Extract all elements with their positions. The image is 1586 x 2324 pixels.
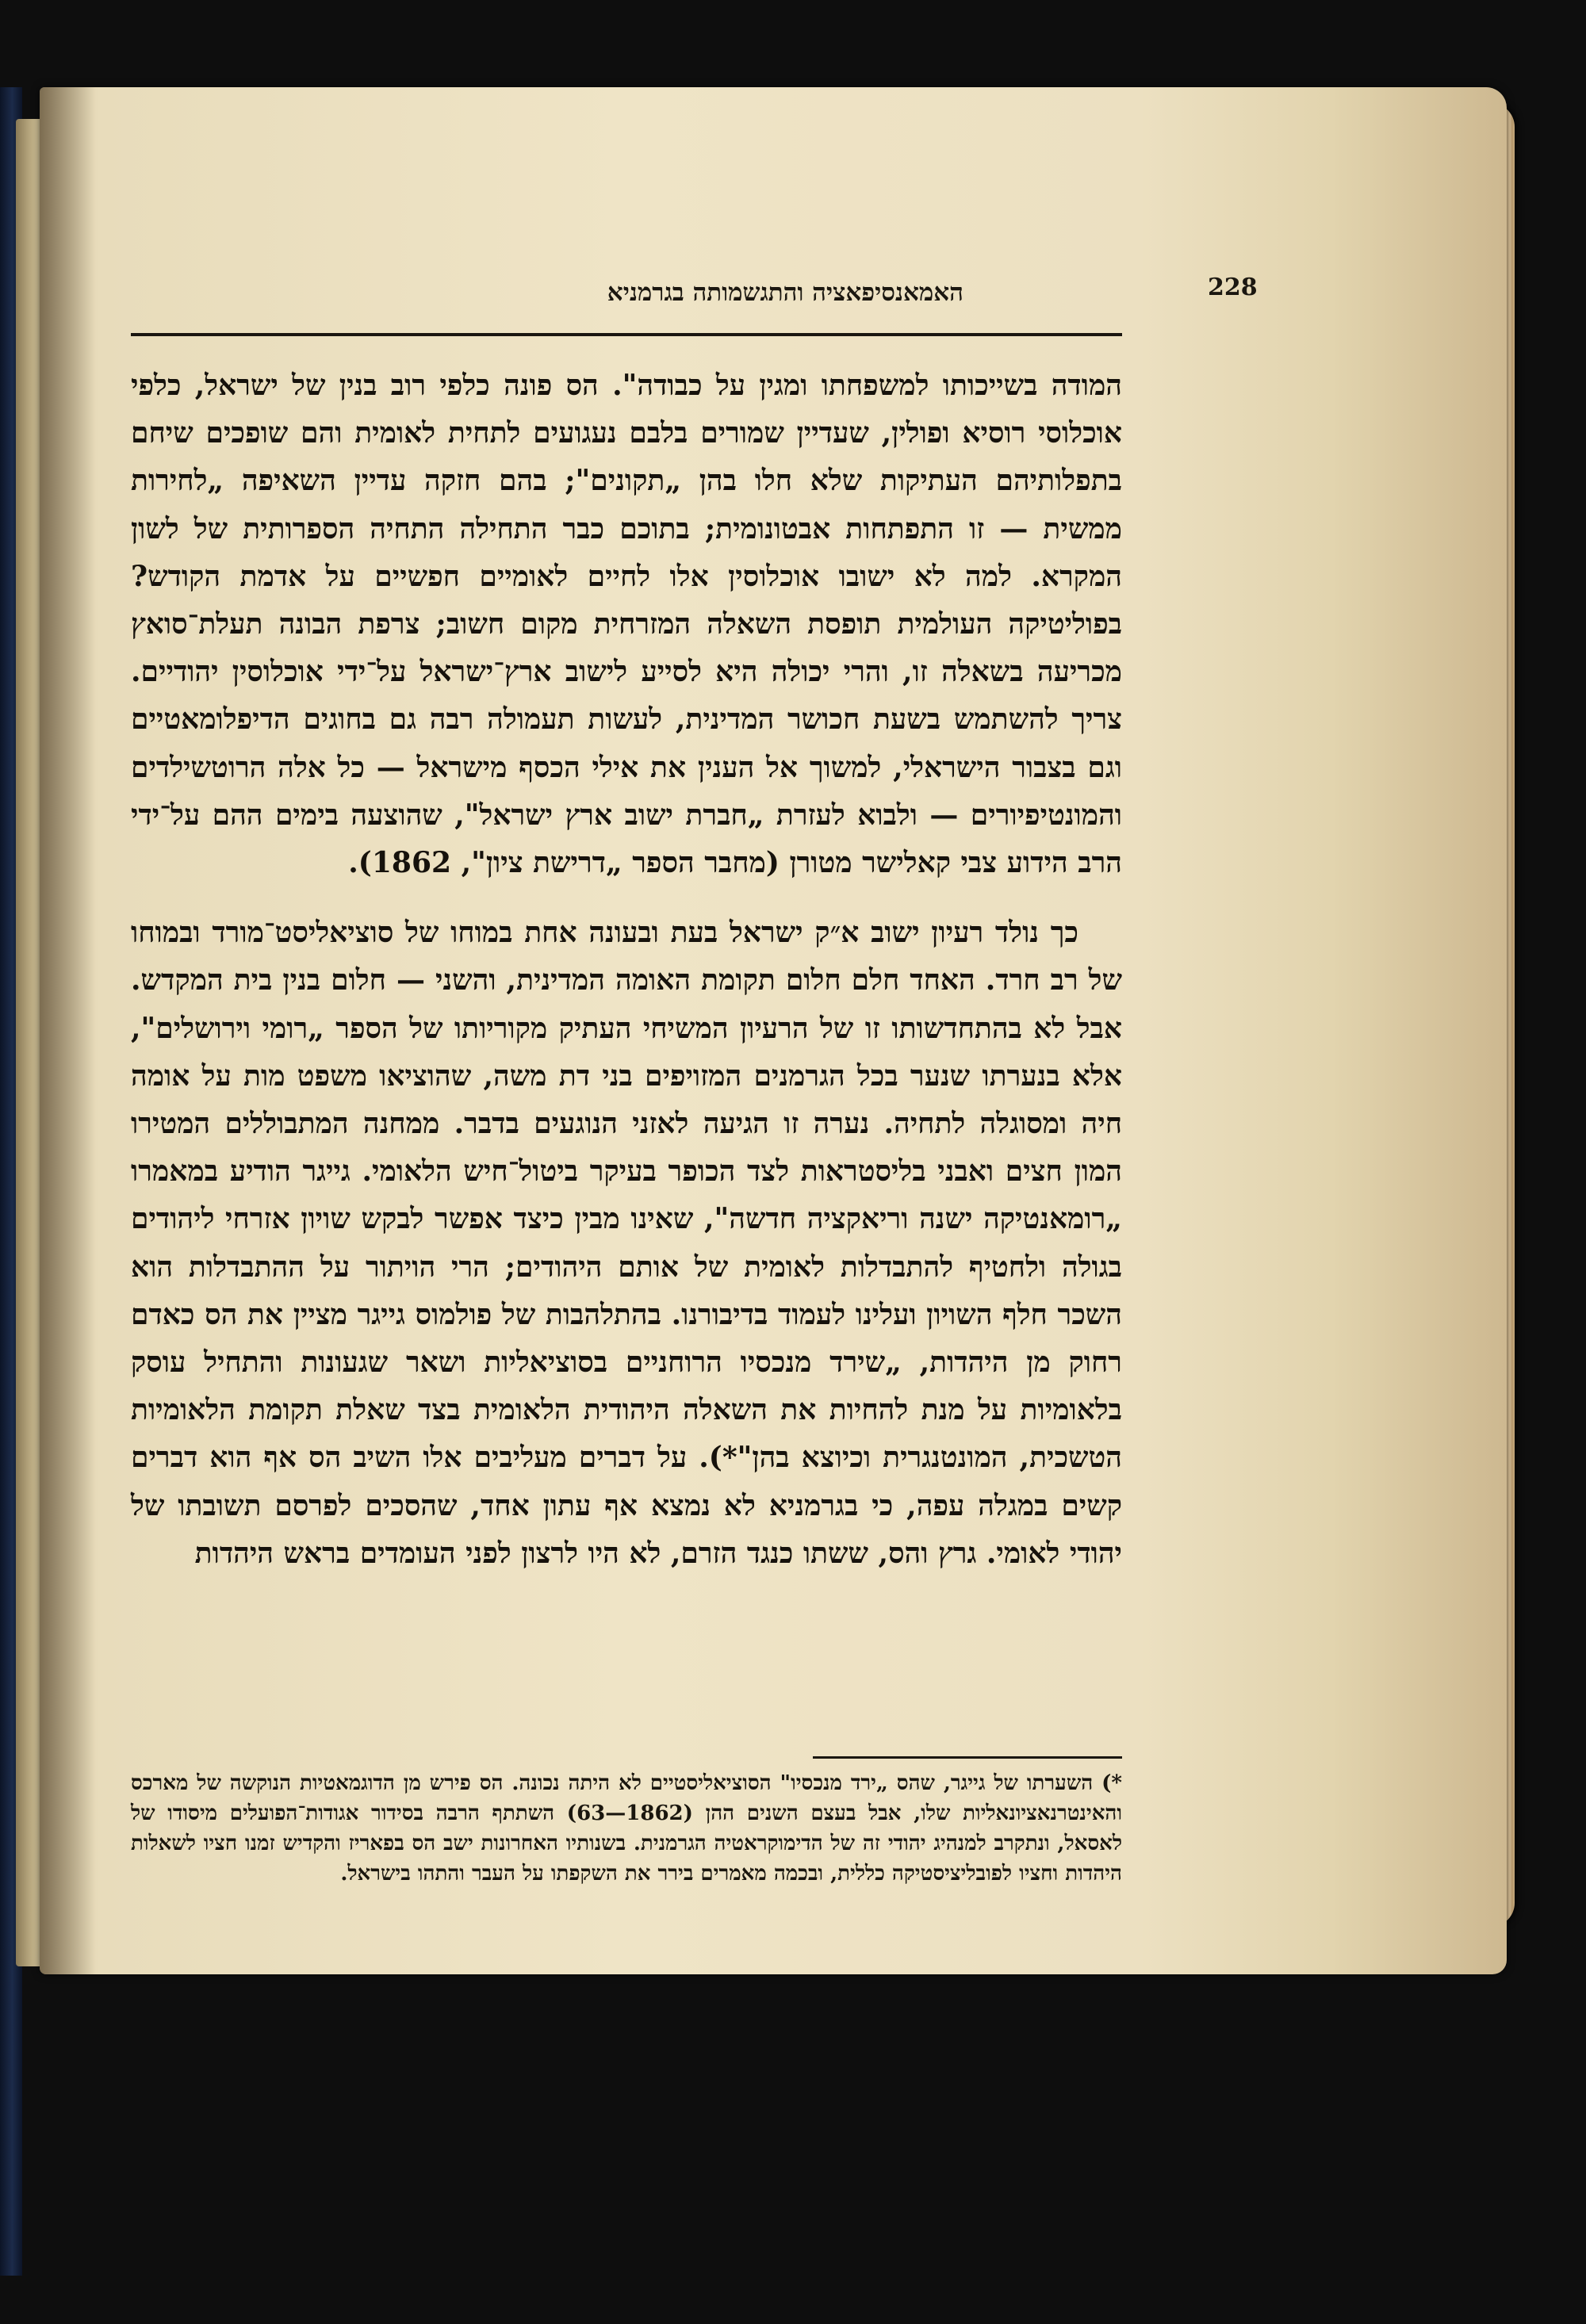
footnote: *) השערתו של גייגר, שהס „ירד מנכסיו" הסוציאליסטיים לא היתה נכונה. הס פירש מן הדוגמאטיות הנוקשה של מארכס והאינטרנאציונאליות שלו, אבל בעצם השנים ההן (1862—63) השתתף הרבה בסידור אגודות־הפועלים מיסודו של לאסאל, ונתקרב למנהיג יהודי זה של הדימוקראטיה הגרמנית. בשנותיו האחרונות ישב הס בפאריז והקדיש זמנו חציו לשאלות היהדות וחציו לפובליציסטיקה כללית, ובכמה מאמרים בירר את השקפתו על העבר והתהו בישראל. bbox=[131, 1771, 1122, 1886]
page-number: 228 bbox=[1208, 274, 1258, 301]
header-rule bbox=[131, 333, 1122, 336]
paragraph: המודה בשייכותו למשפחתו ומגין על כבודה". הס פונה כלפי רוב בנין של ישראל, כלפי אוכלוסי רוסיא ופולין, שעדיין שמורים בלבם נעגועים לתחית לאומית והם שופכים שיחם בתפלותיהם העתיקות שלא חלו בהן „תקונים"; בהם חזקה עדיין השאיפה „לחירות ממשית — זו התפתחות אבטונומית; בתוכם כבר התחילה התחיה הספרותית של לשון המקרא. למה לא ישובו אוכלוסין אלו לחיים לאומיים חפשיים על אדמת הקודש? בפוליטיקה העולמית תופסת השאלה המזרחית מקום חשוב; צרפת הבונה תעלת־סואץ מכריעה בשאלה זו, והרי יכולה היא לסייע לישוב ארץ־ישראל על־ידי אוכלוסין יהודיים. צריך להשתמש בשעת חכושר המדינית, לעשות תעמולה רבה גם בחוגים הדיפלומאטיים וגם בצבור הישראלי, למשוך אל הענין את אילי הכסף מישראל — כל אלה הרוטשילדים והמונטיפיורים — ולבוא לעזרת „חברת ישוב ארץ ישראל", שהוצעה בימים ההם על־ידי הרב הידוע צבי קאלישר מטורן (מחבר הספר „דרישת ציון", 1862). bbox=[131, 369, 1122, 880]
running-head bbox=[131, 274, 1258, 321]
paragraph: כך נולד רעיון ישוב א״ק ישראל בעת ובעונה אחת במוחו של סוציאליסט־מורד ובמוחו של רב חרד. האחד חלם חלום תקומת האומה המדינית, והשני — חלום בנין בית המקדש. אבל לא בהתחדשותו זו של הרעיון המשיחי העתיק מקוריותו של הספר „רומי וירושלים", אלא בנערתו שנער בכל הגרמנים המזויפים בני דת משה, שהוציאו משפט מות על אומה חיה ומסוגלה לתחיה. נערה זו הגיעה לאזני הנוגעים בדבר. ממחנה המתבוללים המטירו המון חצים ואבני בליסטראות לצד הכופר בעיקר ביטול־חיש הלאומי. גייגר הודיע במאמרו „רומאנטיקה ישנה וריאקציה חדשה", שאינו מבין כיצד אפשר לבקש שויון אזרחי ליהודים בגולה ולחטיף להתבדלות לאומית של אותם היהודים; הרי הויתור על ההתבדלות הוא השכר חלף השויון ועלינו לעמוד בדיבורנו. בהתלהבות של פולמוס גייגר מציין את הס כאדם רחוק מן היהדות, „שירד מנכסיו הרוחניים בסוציאליות ושאר שגעונות והתחיל עוסק בלאומיות על מנת להחיות את השאלה היהודית הלאומית בצד שאלת תקומת הלאומיות הטשכית, המונטנגרית וכיוצא בהן"*). על דברים מעליבים אלו השיב הס אף הוא דברים קשים במגלה עפה, כי בגרמניא לא נמצא אף עתון אחד, שהסכים לפרסם תשובתו של יהודי לאומי. גרץ והס, ששתו כנגד הזרם, לא היו לרצון לפני העומדים בראש היהדות bbox=[131, 916, 1122, 1570]
footnote-rule bbox=[813, 1756, 1122, 1759]
running-title: האמאנסיפאציה והתגשמותה בגרמניא bbox=[607, 278, 963, 307]
gutter-shadow bbox=[40, 87, 95, 1974]
body-text bbox=[131, 362, 1122, 1577]
